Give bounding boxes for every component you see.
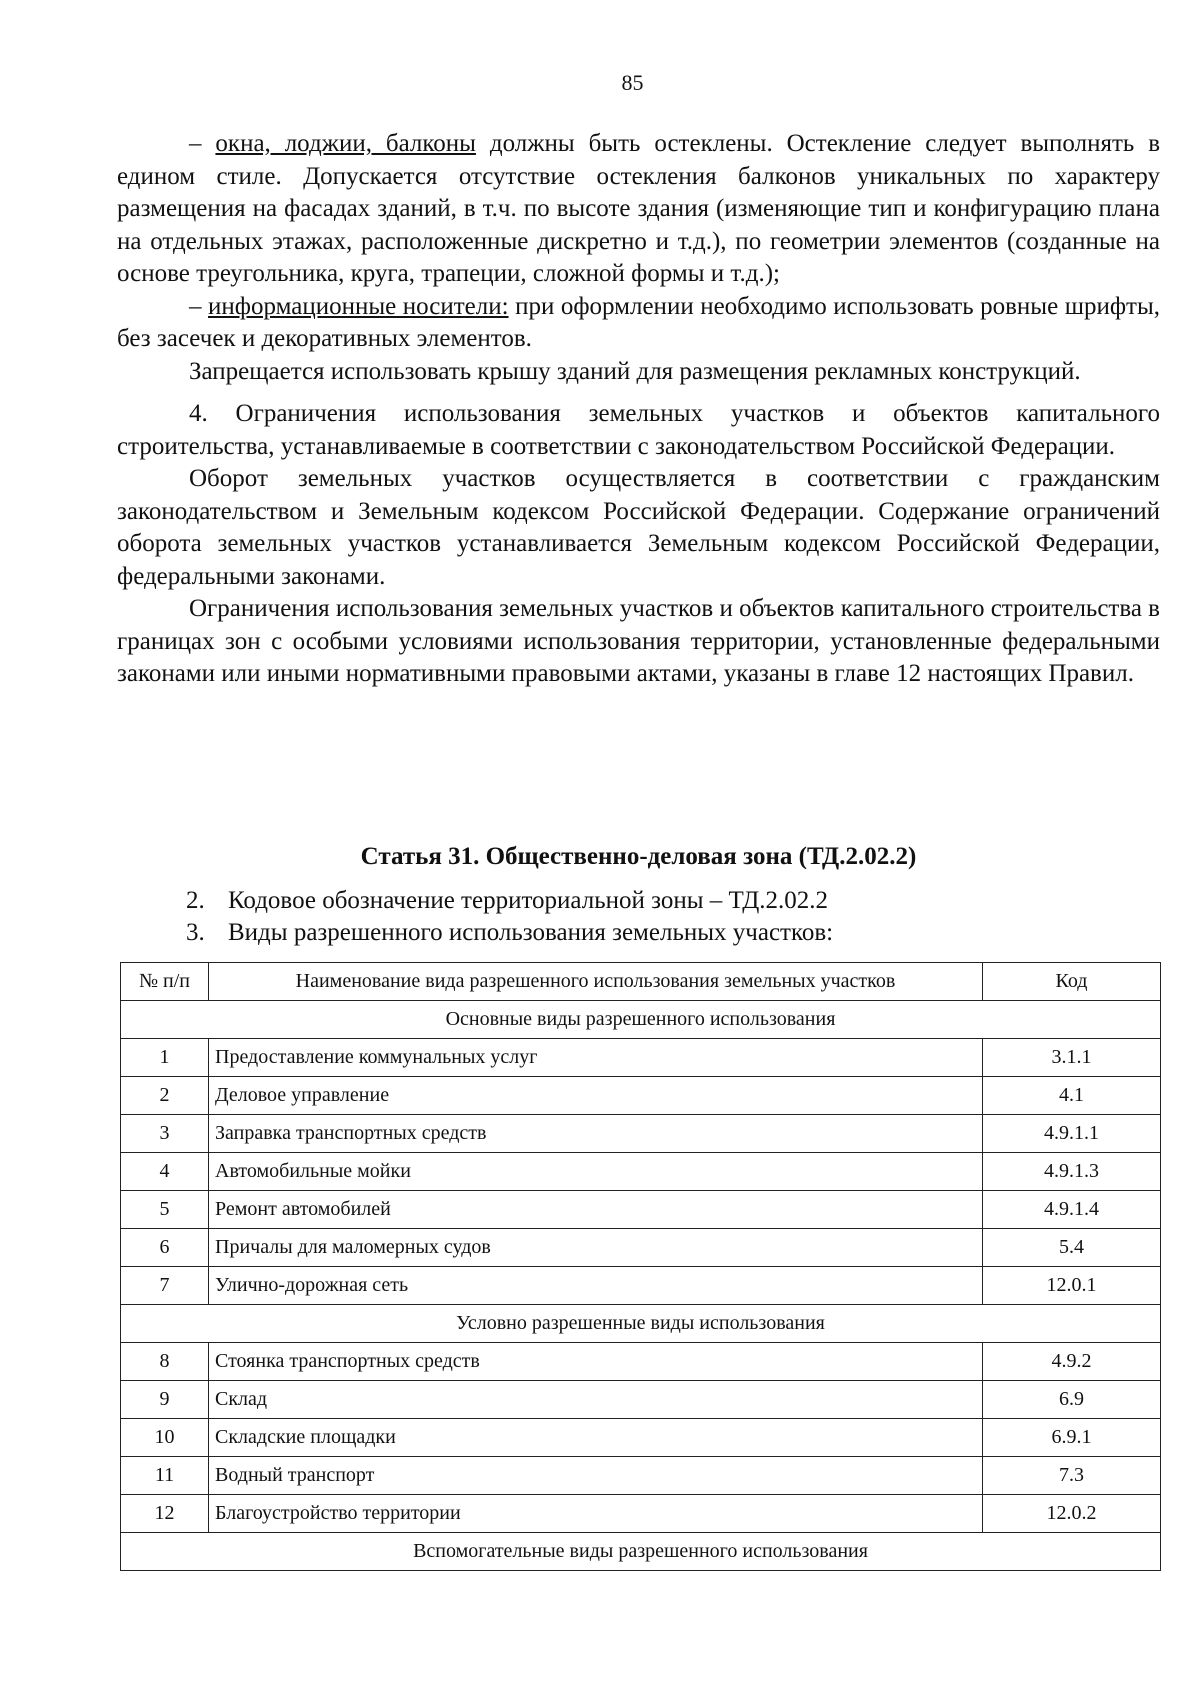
header-name: Наименование вида разрешенного использования земельных участков [209,963,983,1001]
table-row [121,1495,1161,1533]
table-row [121,1191,1161,1229]
table-row [121,1115,1161,1153]
table-row [121,1077,1161,1115]
row-code: 12.0.2 [983,1495,1161,1533]
section-main-label: Основные виды разрешенного использования [121,1001,1161,1039]
info-carriers-text: при оформлении необходимо использовать ровные шрифты, без засечек и декоративных элементов. [117,292,1160,352]
windows-text: должны быть остеклены. Остекление следует выполнять в едином стиле. Допускается отсутствие остекления балконов уникальных по характеру размещения на фасадах зданий, в т.ч. по высоте здания (изменяющие тип и конфигурацию плана на отдельных этажах, расположенные дискретно и т.д.), по геометрии элементов (созданные на основе треугольника, круга, трапеции, сложной формы и т.д.); [117,130,1160,287]
table-row [121,1039,1161,1077]
row-name: Предоставление коммунальных услуг [209,1039,983,1077]
section-auxiliary-row [121,1533,1161,1571]
row-number: 10 [121,1419,209,1457]
row-code: 6.9 [983,1381,1161,1419]
row-code: 4.1 [983,1077,1161,1115]
row-code: 12.0.1 [983,1267,1161,1305]
info-carriers-paragraph: – информационные носители: при оформлении необходимо использовать ровные шрифты, без засечек и декоративных элементов. [117,292,1160,352]
section-auxiliary-label: Вспомогательные виды разрешенного использования [121,1533,1161,1571]
row-number: 11 [121,1457,209,1495]
row-number: 1 [121,1039,209,1077]
row-number: 4 [121,1153,209,1191]
row-name: Складские площадки [209,1419,983,1457]
table-row [121,1381,1161,1419]
row-name: Ремонт автомобилей [209,1191,983,1229]
row-number: 8 [121,1343,209,1381]
row-number: 3 [121,1115,209,1153]
windows-paragraph: – окна, лоджии, балконы должны быть остеклены. Остекление следует выполнять в едином стиле. Допускается отсутствие остекления балконов уникальных по характеру размещения на фасадах зданий, в т.ч. по высоте здания (изменяющие тип и конфигурацию плана на отдельных этажах, расположенные дискретно и т.д.), по геометрии элементов (созданные на основе треугольника, круга, трапеции, сложной формы и т.д.); [117,130,1160,287]
table-row [121,1153,1161,1191]
row-name: Склад [209,1381,983,1419]
header-number: № п/п [121,963,209,1001]
section-conditional-label: Условно разрешенные виды использования [121,1305,1161,1343]
row-code: 4.9.1.4 [983,1191,1161,1229]
table-row [121,1457,1161,1495]
row-code: 4.9.1.1 [983,1115,1161,1153]
row-number: 5 [121,1191,209,1229]
row-code: 6.9.1 [983,1419,1161,1457]
row-code: 4.9.1.3 [983,1153,1161,1191]
row-name: Деловое управление [209,1077,983,1115]
info-carriers-term: информационные носители: [208,292,509,320]
row-code: 3.1.1 [983,1039,1161,1077]
header-code: Код [983,963,1161,1001]
turnover-paragraph: Оборот земельных участков осуществляется в соответствии с гражданским законодательством и Земельным кодексом Российской Федерации. Содержание ограничений оборота земельных участков устанавливается Земельным кодексом Российской Федерации, федеральными законами. [117,465,1160,590]
zone-code-item-text: Кодовое обозначение территориальной зоны – ТД.2.02.2 [228,887,829,914]
row-number: 7 [121,1267,209,1305]
row-name: Водный транспорт [209,1457,983,1495]
zone-code-item-number: 2. [186,887,205,914]
table-header-row [121,963,1161,1001]
section-main-row [121,1001,1161,1039]
article-title: Статья 31. Общественно-деловая зона (ТД.2.02.2) [360,843,917,870]
row-name: Благоустройство территории [209,1495,983,1533]
row-code: 4.9.2 [983,1343,1161,1381]
restrictions-paragraph: 4. Ограничения использования земельных участков и объектов капитального строительства, устанавливаемые в соответствии с законодательством Российской Федерации. [117,400,1160,460]
row-name: Заправка транспортных средств [209,1115,983,1153]
row-name: Стоянка транспортных средств [209,1343,983,1381]
page-number: 85 [621,70,644,95]
row-name: Улично-дорожная сеть [209,1267,983,1305]
body-text [117,128,1160,691]
permitted-uses-item-number: 3. [186,919,205,946]
permitted-uses-item [186,919,833,947]
row-name: Причалы для маломерных судов [209,1229,983,1267]
row-code: 5.4 [983,1229,1161,1267]
table-row [121,1343,1161,1381]
zones-paragraph: Ограничения использования земельных участков и объектов капитального строительства в границах зон с особыми условиями использования территории, установленные федеральными законами или иными нормативными правовыми актами, указаны в главе 12 настоящих Правил. [117,595,1160,687]
windows-term: окна, лоджии, балконы [215,130,476,157]
permitted-uses-table [120,962,1161,1571]
zone-code-item [186,887,828,915]
roof-paragraph: Запрещается использовать крышу зданий для размещения рекламных конструкций. [189,357,1081,385]
table-row [121,1419,1161,1457]
section-conditional-row [121,1305,1161,1343]
row-number: 6 [121,1229,209,1267]
row-number: 12 [121,1495,209,1533]
table-row [121,1229,1161,1267]
row-number: 2 [121,1077,209,1115]
row-code: 7.3 [983,1457,1161,1495]
table-row [121,1267,1161,1305]
row-name: Автомобильные мойки [209,1153,983,1191]
row-number: 9 [121,1381,209,1419]
permitted-uses-item-text: Виды разрешенного использования земельных участков: [228,919,834,946]
